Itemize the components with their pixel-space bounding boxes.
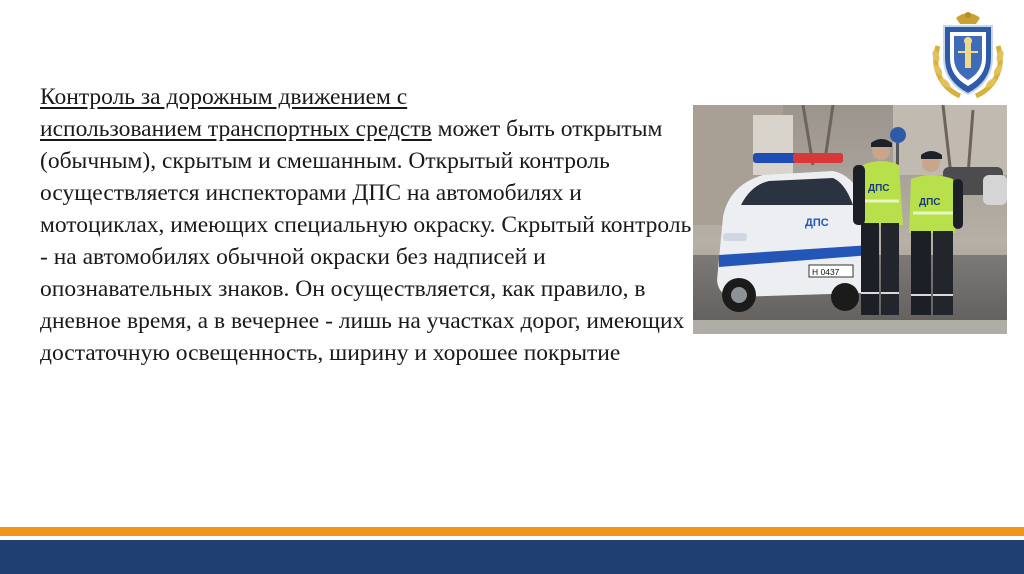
footer-bar — [0, 540, 1024, 574]
paragraph-rest: может быть открытым (обычным), скрытым и смешанным. Открытый контроль осуществляется инспекторами ДПС на автомобилях и мотоциклах, имеющих специальную окраску. Скрытый контроль - на автомобилях обычной окраски без надписей и опознавательных знаков. Он осуществляется, как правило, в дневное время, а в вечернее - лишь на участках дорог, имеющих достаточную освещенность, ширину и хорошее покрытие — [40, 116, 692, 366]
vest-label-officer-1: ДПС — [868, 183, 890, 194]
footer-accent-stripe — [0, 527, 1024, 536]
police-shield-emblem-icon — [930, 6, 1006, 102]
traffic-police-photo — [693, 105, 1007, 334]
underlined-phrase-line-2: использованием транспортных средств — [40, 116, 432, 142]
slide-body-text — [40, 81, 692, 369]
underlined-phrase-line-1: Контроль за дорожным движением с — [40, 84, 408, 110]
vest-label-officer-2: ДПС — [919, 197, 941, 208]
car-side-label: ДПС — [805, 217, 829, 229]
license-plate: Н 0437 — [812, 267, 840, 277]
